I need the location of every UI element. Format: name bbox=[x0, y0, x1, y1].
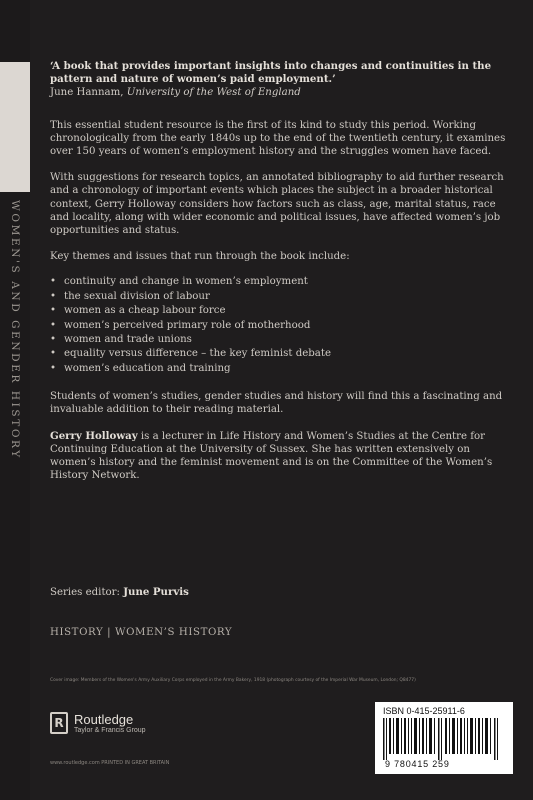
description-paragraph-2: With suggestions for research topics, an annotated bibliography to aid further research and a chronology of important events which places the subject in a broader historical context, Gerry Holloway considers how factors such as class, age, marital status, race and locality, along with wider economic and political issues, have affected women’s job opportunities and status. bbox=[50, 172, 504, 237]
description-paragraph-1: This essential student resource is the first of its kind to study this period. Working chronologically from the early 1840s up to the end of the twentieth century, it examines over 150 years of women’s employment history and the struggles women have faced. bbox=[50, 119, 506, 158]
author-bio-text: is a lecturer in Life History and Women’s Studies at the Centre for Continuing Education at the University of Sussex. She has written extensively on women’s history and the feminist movement and is on the Committee of the Women’s History Network. bbox=[50, 430, 493, 482]
themes-intro: Key themes and issues that run through the book include: bbox=[50, 251, 350, 263]
isbn-barcode-box bbox=[375, 702, 513, 774]
quote-institution: University of the West of England bbox=[126, 87, 301, 99]
series-editor-line bbox=[50, 586, 189, 598]
routledge-logo-icon: R bbox=[50, 712, 68, 734]
list-item: • the sexual division of labour bbox=[50, 290, 510, 304]
blurb-column bbox=[50, 60, 510, 483]
themes-list bbox=[50, 275, 510, 376]
isbn-label: ISBN 0-415-25911-6 bbox=[383, 706, 465, 716]
author-name: Gerry Holloway bbox=[50, 429, 138, 442]
barcode-icon bbox=[383, 718, 503, 760]
list-item: • continuity and change in women’s employment bbox=[50, 275, 510, 289]
quote-attribution bbox=[50, 86, 510, 99]
quote-author: June Hannam, bbox=[50, 87, 124, 99]
series-editor-name: June Purvis bbox=[123, 586, 189, 598]
subject-categories: HISTORY | WOMEN’S HISTORY bbox=[50, 627, 233, 638]
list-item: • women and trade unions bbox=[50, 333, 510, 347]
barcode-number: 9 780415 259 bbox=[385, 759, 450, 769]
spine-accent-block bbox=[0, 62, 30, 192]
review-quote: ‘A book that provides important insights into changes and continuities in the pattern and nature of women’s paid employment.’ bbox=[50, 60, 492, 86]
publisher-name: Routledge bbox=[74, 711, 134, 727]
list-item: • women’s perceived primary role of motherhood bbox=[50, 319, 510, 333]
publisher-tagline: Taylor & Francis Group bbox=[74, 726, 146, 734]
cover-image-credit: Cover image: Members of the Women's Army Auxiliary Corps employed in the Army Bakery, 1918 (photograph courtesy of the Imperial War Museum, London; Q8477) bbox=[50, 678, 416, 683]
list-item: • women as a cheap labour force bbox=[50, 304, 510, 318]
audience-paragraph: Students of women’s studies, gender studies and history will find this a fascinating and invaluable addition to their reading material. bbox=[50, 391, 503, 416]
publisher-website: www.routledge.com PRINTED IN GREAT BRITAIN bbox=[50, 760, 170, 766]
list-item: • equality versus difference – the key feminist debate bbox=[50, 347, 510, 361]
spine-series-title: WOMEN'S AND GENDER HISTORY bbox=[9, 200, 21, 460]
publisher-logo bbox=[50, 712, 146, 734]
list-item: • women’s education and training bbox=[50, 362, 510, 376]
series-editor-label: Series editor: bbox=[50, 587, 124, 598]
author-bio bbox=[50, 430, 510, 483]
